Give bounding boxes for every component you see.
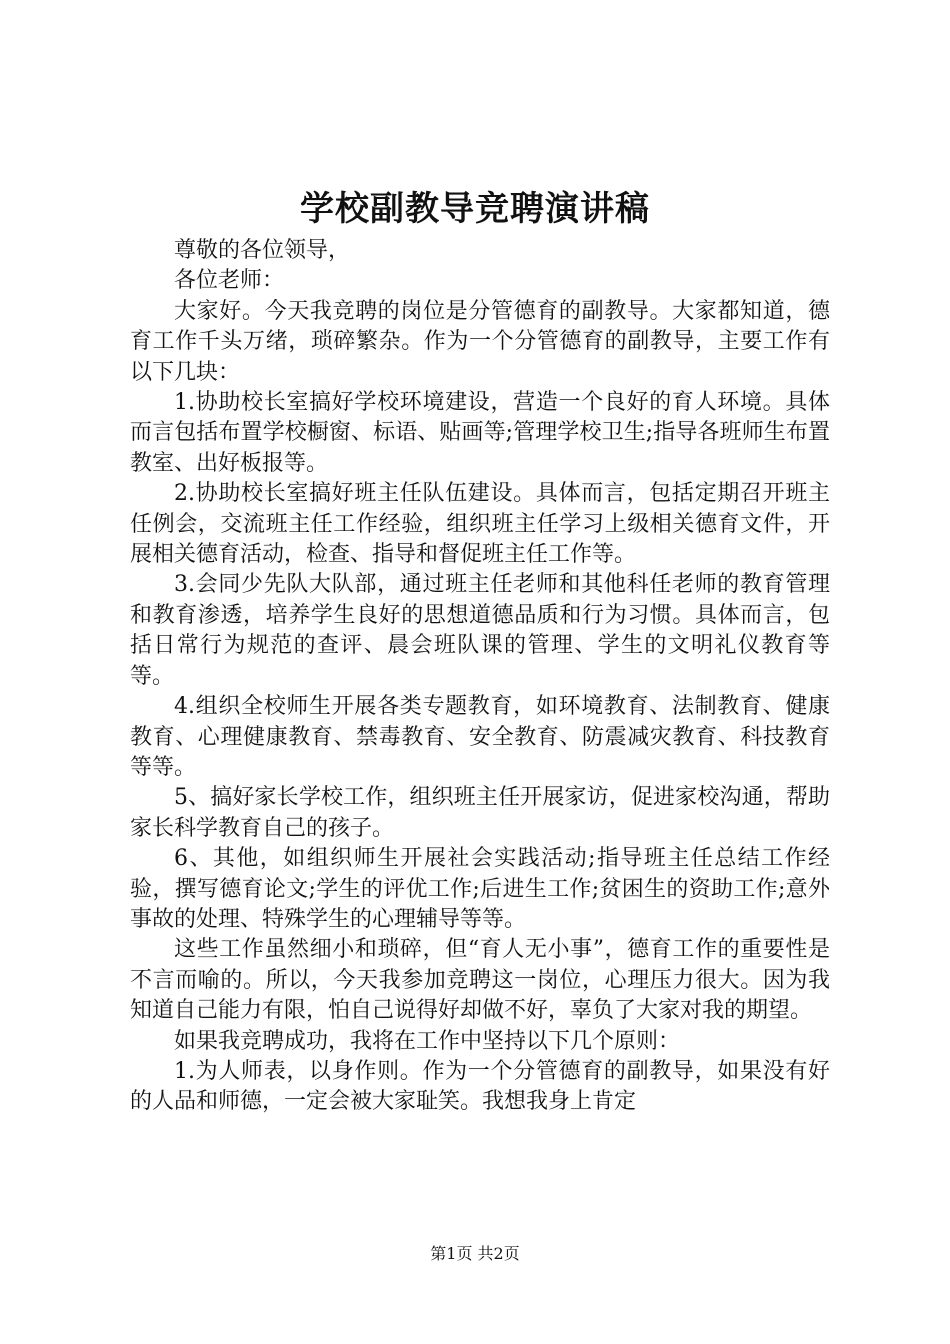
paragraph-principle-1: 1.为人师表，以身作则。作为一个分管德育的副教导，如果没有好的人品和师德，一定会被大家耻笑。我想我身上肯定 [130, 1058, 830, 1115]
document-body [130, 236, 830, 1186]
paragraph-intro: 大家好。今天我竞聘的岗位是分管德育的副教导。大家都知道，德育工作千头万绪，琐碎繁杂。作为一个分管德育的副教导，主要工作有以下几块： [130, 298, 830, 385]
paragraph-item-5: 5、搞好家长学校工作，组织班主任开展家访，促进家校沟通，帮助家长科学教育自己的孩子。 [130, 785, 830, 841]
paragraph-item-4: 4.组织全校师生开展各类专题教育，如环境教育、法制教育、健康教育、心理健康教育、禁毒教育、安全教育、防震减灾教育、科技教育等等。 [130, 694, 830, 780]
paragraph-item-6: 6、其他，如组织师生开展社会实践活动;指导班主任总结工作经验，撰写德育论文;学生的评优工作;后进生工作;贫困生的资助工作;意外事故的处理、特殊学生的心理辅导等等。 [130, 846, 830, 932]
paragraph-item-1: 1.协助校长室搞好学校环境建设，营造一个良好的育人环境。具体而言包括布置学校橱窗、标语、贴画等;管理学校卫生;指导各班师生布置教室、出好板报等。 [130, 390, 830, 476]
paragraph-reflection: 这些工作虽然细小和琐碎，但“育人无小事”，德育工作的重要性是不言而喻的。所以，今天我参加竞聘这一岗位，心理压力很大。因为我知道自己能力有限，怕自己说得好却做不好，辜负了大家对我的期望。 [130, 937, 830, 1024]
paragraph-item-2: 2.协助校长室搞好班主任队伍建设。具体而言，包括定期召开班主任例会，交流班主任工作经验，组织班主任学习上级相关德育文件，开展相关德育活动，检查、指导和督促班主任工作等。 [130, 481, 830, 568]
paragraph-item-3: 3.会同少先队大队部，通过班主任老师和其他科任老师的教育管理和教育渗透，培养学生良好的思想道德品质和行为习惯。具体而言，包括日常行为规范的查评、晨会班队课的管理、学生的文明礼仪教育等等。 [130, 572, 830, 689]
document-title: 学校副教导竞聘演讲稿 [300, 189, 650, 229]
salutation-teachers: 各位老师： [174, 268, 285, 294]
salutation-leaders: 尊敬的各位领导， [174, 238, 351, 263]
page-number-footer: 第1页 共2页 [430, 1244, 520, 1263]
paragraph-principles-intro: 如果我竞聘成功，我将在工作中坚持以下几个原则： [174, 1028, 681, 1054]
